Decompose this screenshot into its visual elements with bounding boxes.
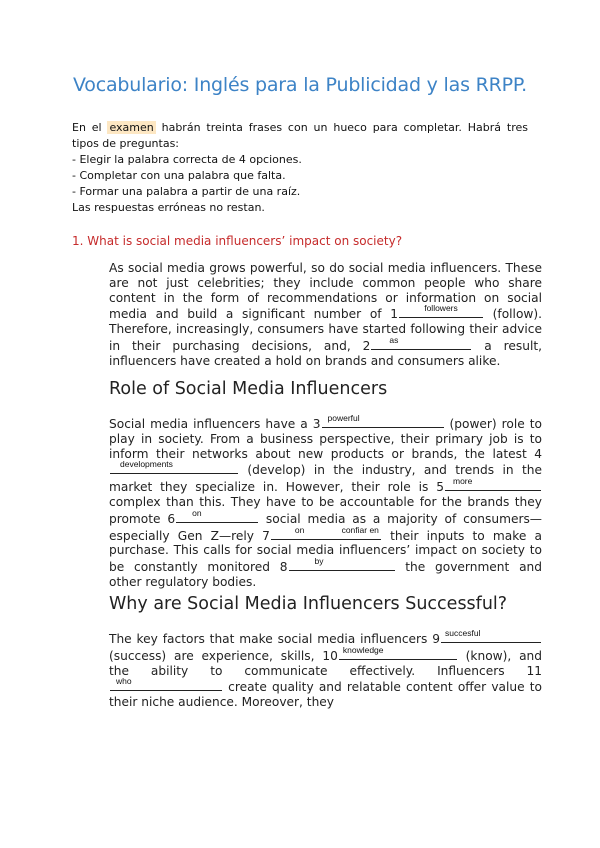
exam-instructions xyxy=(72,120,528,216)
answer-9: succesful xyxy=(445,628,481,638)
answer-blank-11 xyxy=(110,678,222,691)
paragraph-text: social media as a majority of consumers—especially Gen Z—rely 7 xyxy=(109,511,542,543)
instruction-bullet: - Completar con una palabra que falta. xyxy=(72,169,286,182)
paragraph-text: Social media influencers have a 3 xyxy=(109,417,321,431)
highlighted-word: examen xyxy=(109,121,154,134)
instructions-text: habrán treinta frases con un hueco para completar. Habrá tres tipos de preguntas: xyxy=(72,121,528,150)
answer-3: powerful xyxy=(327,413,360,423)
paragraph-text: the government and other regulatory bodies. xyxy=(109,560,542,589)
answer-5: more xyxy=(453,476,473,487)
answer-4: developments xyxy=(120,459,173,470)
paragraph-text: complex than this. They have to be accountable for the brands they promote 6 xyxy=(109,494,542,526)
section-heading-successful: Why are Social Media Influencers Successful? xyxy=(109,594,508,614)
question-heading: 1. What is social media influencers’ impact on society? xyxy=(72,234,403,248)
answer-7-translation: confiar en xyxy=(341,524,379,535)
paragraph-text: (develop) in the industry, and trends in the market they specialize in. However, their role is 5 xyxy=(109,463,542,495)
paragraph-text: create quality and relatable content offer value to their niche audience. Moreover, they xyxy=(109,680,542,710)
answer-blank-1 xyxy=(399,305,483,318)
paragraph-text: (success) are experience, skills, 10 xyxy=(109,648,338,663)
answer-blank-10 xyxy=(339,644,457,660)
answer-blank-5 xyxy=(445,478,541,491)
paragraph-2 xyxy=(109,415,542,590)
paragraph-3 xyxy=(109,630,542,710)
instruction-bullet: - Elegir la palabra correcta de 4 opciones. xyxy=(72,153,302,166)
answer-6: on xyxy=(192,507,202,518)
page-title: Vocabulario: Inglés para la Publicidad y las RRPP. xyxy=(72,74,528,96)
paragraph-text: (follow). Therefore, increasingly, consumers have started following their advice in their purchasing decisions, and, 2 xyxy=(109,307,542,353)
instructions-text: En el xyxy=(72,121,108,134)
answer-blank-4 xyxy=(110,461,238,474)
answer-10: knowledge xyxy=(342,644,384,655)
answer-blank-7 xyxy=(271,524,381,540)
paragraph-text: a result, influencers have created a hold on brands and consumers alike. xyxy=(109,338,542,368)
paragraph-1 xyxy=(109,261,542,369)
paragraph-text: (power) role to play in society. From a business perspective, their primary job is to inform their networks about new products or brands, the latest 4 xyxy=(109,417,542,461)
instruction-bullet: - Formar una palabra a partir de una raíz. xyxy=(72,185,301,198)
paragraph-text: As social media grows powerful, so do social media influencers. These are not just celebrities; they include common people who share content in the form of recommendations or information on social media and build a significant number of 1 xyxy=(109,261,542,322)
answer-blank-3 xyxy=(322,415,444,428)
paragraph-text: The key factors that make social media influencers 9 xyxy=(109,632,440,646)
answer-blank-6 xyxy=(176,507,258,523)
answer-2: as xyxy=(389,334,399,345)
instructions-paragraph xyxy=(72,120,528,152)
paragraph-text: (know), and the ability to communicate effectively. Influencers 11 xyxy=(109,648,542,678)
answer-7: on xyxy=(294,524,305,535)
paragraph-text: their inputs to make a purchase. This calls for social media influencers’ impact on society to be constantly monitored 8 xyxy=(109,528,542,575)
answer-blank-9 xyxy=(441,630,541,643)
instructions-note: Las respuestas erróneas no restan. xyxy=(72,201,265,214)
section-heading-role: Role of Social Media Influencers xyxy=(109,379,388,399)
answer-8: by xyxy=(314,556,324,567)
answer-blank-8 xyxy=(289,558,395,571)
answer-blank-2 xyxy=(371,334,471,350)
answer-1: followers xyxy=(424,303,458,314)
answer-11: who xyxy=(116,676,132,687)
